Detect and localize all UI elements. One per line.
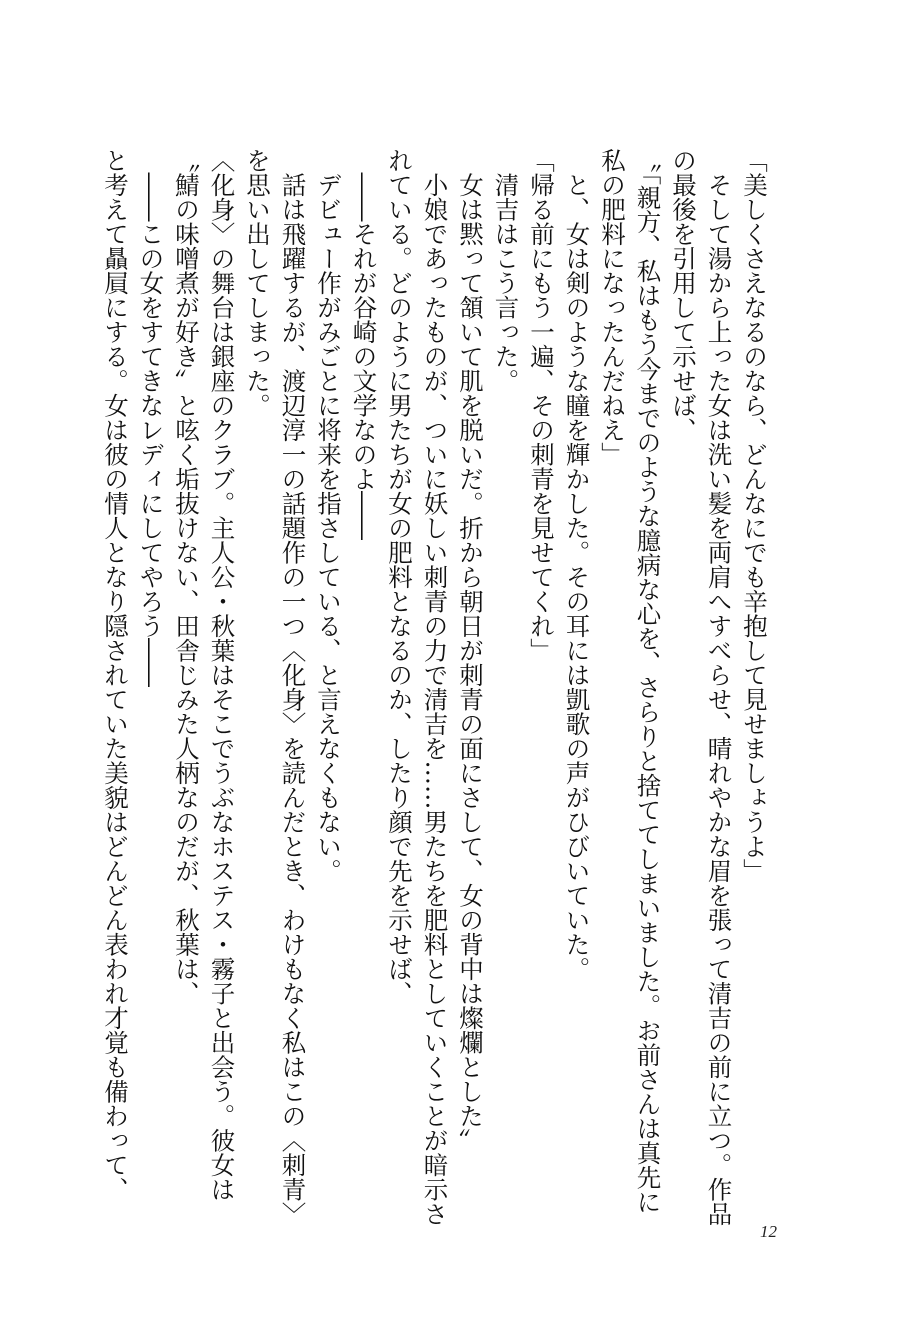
text-line: 小娘であったものが、ついに妖しい刺青の力で清吉を……男たちを肥料としていくことが暗示さ bbox=[420, 148, 450, 1226]
text-line: を思い出してしまった。 bbox=[243, 148, 272, 418]
text-line: 〝鯖の味噌煮が好き〟と呟く垢抜けない、田舎じみた人柄なのだが、秋葉は、 bbox=[172, 148, 201, 1006]
text-line: ――それが谷崎の文学なのよ―― bbox=[349, 148, 379, 540]
text-line: 私の肥料になったんだねえ」 bbox=[598, 148, 627, 467]
text-line: 女は黙って頷いて肌を脱いだ。折から朝日が刺青の面にさして、女の背中は燦爛とした〟 bbox=[456, 148, 485, 1153]
text-line: 〈化身〉の舞台は銀座のクラブ。主人公・秋葉はそこでうぶなホステス・霧子と出会う。彼女は bbox=[207, 148, 237, 1202]
text-line: 話は飛躍するが、渡辺淳一の話題作の一つ〈化身〉を読んだとき、わけもなく私はこの〈刺青〉 bbox=[278, 148, 308, 1226]
text-line: 「帰る前にもう一遍、その刺青を見せてくれ」 bbox=[527, 148, 556, 663]
text-line: と考えて贔屓にする。女は彼の情人となり隠されていた美貌はどんどん表われ才覚も備わって、 bbox=[101, 148, 130, 1202]
text-line: 〝「親方、私はもう今までのような臆病な心を、さらりと捨ててしまいました。お前さんは真先に bbox=[633, 148, 663, 1214]
page-number: 12 bbox=[760, 1222, 777, 1241]
text-line: そして湯から上った女は洗い髪を両肩へすべらせ、晴れやかな眉を張って清吉の前に立つ。作品 bbox=[704, 148, 734, 1226]
text-line: 「美しくさえなるのなら、どんなにでも辛抱して見せましょうよ」 bbox=[740, 148, 769, 883]
text-line: と、女は剣のような瞳を輝かした。その耳には凱歌の声がひびいていた。 bbox=[562, 148, 592, 981]
text-line: ――この女をすてきなレディにしてやろう―― bbox=[136, 148, 166, 687]
text-line: の最後を引用して示せば、 bbox=[669, 148, 698, 442]
body-text bbox=[101, 148, 772, 1226]
text-line: れている。どのように男たちが女の肥料となるのか、したり顔で先を示せば、 bbox=[385, 148, 414, 1006]
text-line: デビュー作がみごとに将来を指さしている、と言えなくもない。 bbox=[314, 148, 343, 883]
text-line: 清吉はこう言った。 bbox=[491, 148, 521, 393]
